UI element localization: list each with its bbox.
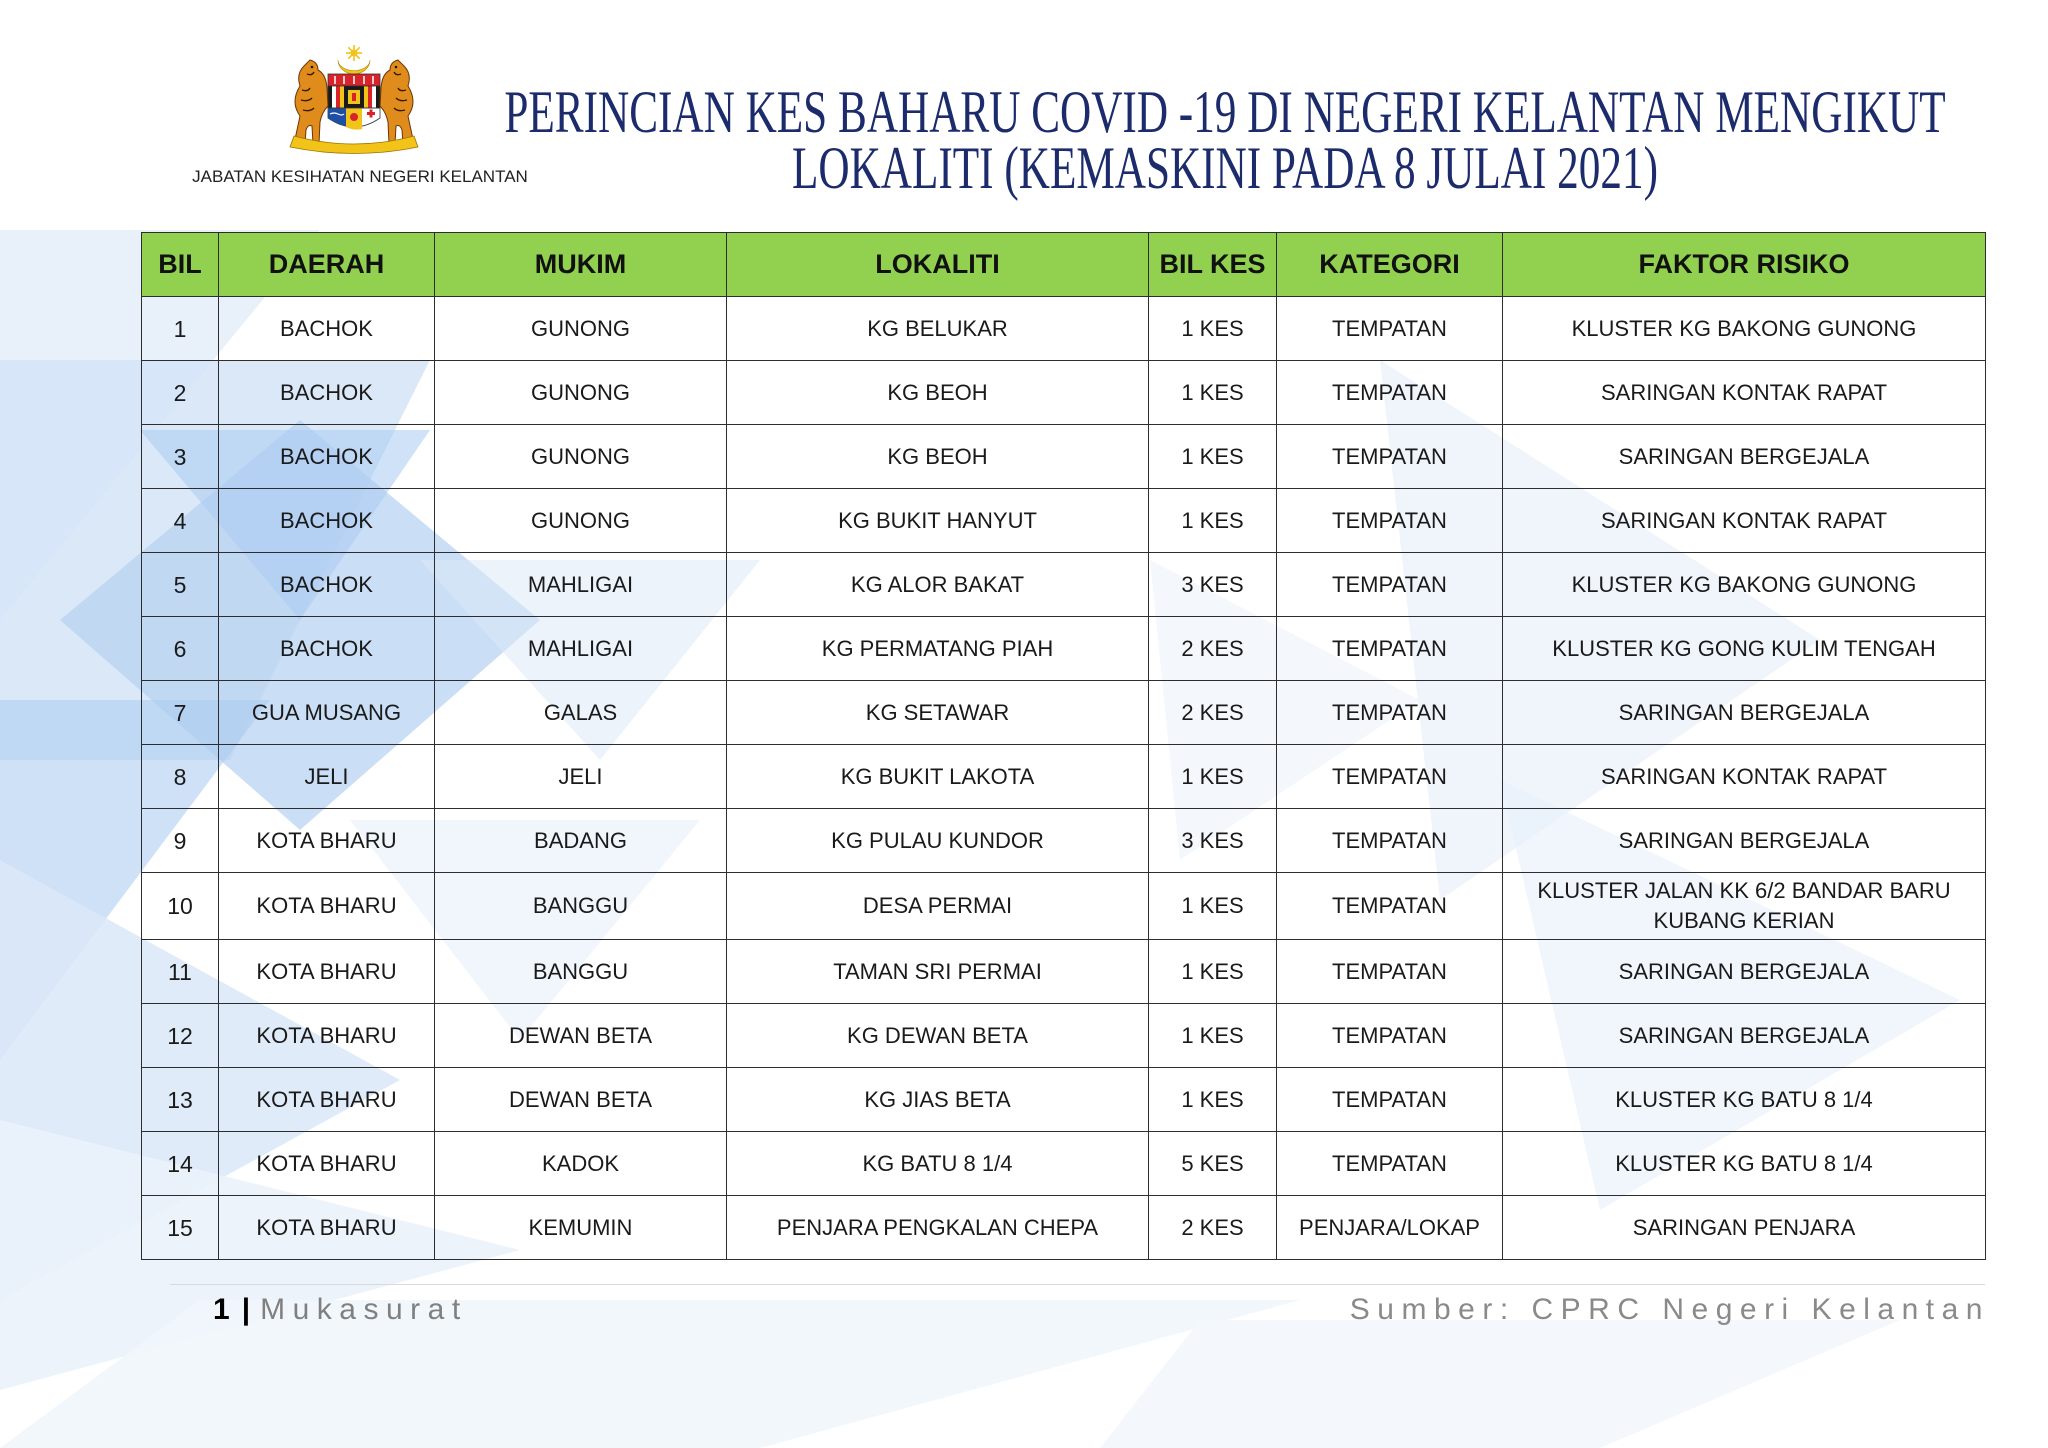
column-header-bil-kes: BIL KES (1149, 233, 1277, 297)
table-row (142, 809, 1986, 873)
cell-daerah: KOTA BHARU (219, 809, 435, 873)
cell-bil-kes: 3 KES (1149, 553, 1277, 617)
source-note: Sumber: CPRC Negeri Kelantan (1349, 1293, 1990, 1326)
cell-bil-kes: 1 KES (1149, 361, 1277, 425)
cell-faktor-risiko: SARINGAN BERGEJALA (1503, 809, 1986, 873)
cell-faktor-risiko: SARINGAN PENJARA (1503, 1196, 1986, 1260)
cell-faktor-risiko: SARINGAN BERGEJALA (1503, 1004, 1986, 1068)
cell-bil-kes: 5 KES (1149, 1132, 1277, 1196)
cell-bil-kes: 1 KES (1149, 745, 1277, 809)
cell-bil-kes: 2 KES (1149, 617, 1277, 681)
cell-faktor-risiko: KLUSTER KG BATU 8 1/4 (1503, 1132, 1986, 1196)
cell-bil: 14 (142, 1132, 219, 1196)
cell-bil: 1 (142, 297, 219, 361)
cell-faktor-risiko: KLUSTER KG BAKONG GUNONG (1503, 297, 1986, 361)
cell-faktor-risiko: SARINGAN KONTAK RAPAT (1503, 745, 1986, 809)
cell-kategori: TEMPATAN (1277, 297, 1503, 361)
cell-daerah: BACHOK (219, 361, 435, 425)
table-row (142, 873, 1986, 940)
cell-mukim: DEWAN BETA (435, 1068, 727, 1132)
page-title (445, 85, 2005, 203)
cell-kategori: TEMPATAN (1277, 1132, 1503, 1196)
cell-mukim: KEMUMIN (435, 1196, 727, 1260)
footer-page-indicator (213, 1290, 468, 1330)
table-row (142, 489, 1986, 553)
cell-mukim: BANGGU (435, 940, 727, 1004)
cell-daerah: KOTA BHARU (219, 940, 435, 1004)
cell-daerah: BACHOK (219, 553, 435, 617)
cell-daerah: BACHOK (219, 617, 435, 681)
column-header-lokaliti: LOKALITI (727, 233, 1149, 297)
cell-mukim: GUNONG (435, 489, 727, 553)
title-line-1: PERINCIAN KES BAHARU COVID -19 DI NEGERI KELANTAN MENGIKUT (504, 85, 1946, 145)
cell-daerah: BACHOK (219, 425, 435, 489)
cell-mukim: DEWAN BETA (435, 1004, 727, 1068)
cell-lokaliti: KG PULAU KUNDOR (727, 809, 1149, 873)
title-line-2: LOKALITI (KEMASKINI PADA 8 JULAI 2021) (792, 135, 1658, 201)
table-row (142, 1004, 1986, 1068)
cell-lokaliti: PENJARA PENGKALAN CHEPA (727, 1196, 1149, 1260)
cell-kategori: TEMPATAN (1277, 681, 1503, 745)
column-header-daerah: DAERAH (219, 233, 435, 297)
column-header-kategori: KATEGORI (1277, 233, 1503, 297)
cell-lokaliti: KG SETAWAR (727, 681, 1149, 745)
table-row (142, 297, 1986, 361)
cell-faktor-risiko: KLUSTER KG BAKONG GUNONG (1503, 553, 1986, 617)
table-row (142, 553, 1986, 617)
cell-faktor-risiko: KLUSTER JALAN KK 6/2 BANDAR BARU KUBANG KERIAN (1503, 873, 1986, 940)
footer-divider (170, 1284, 1985, 1285)
column-header-mukim: MUKIM (435, 233, 727, 297)
cell-mukim: KADOK (435, 1132, 727, 1196)
cell-bil: 3 (142, 425, 219, 489)
cell-lokaliti: DESA PERMAI (727, 873, 1149, 940)
cell-faktor-risiko: SARINGAN BERGEJALA (1503, 940, 1986, 1004)
cell-daerah: KOTA BHARU (219, 1004, 435, 1068)
cell-kategori: TEMPATAN (1277, 553, 1503, 617)
cell-bil-kes: 1 KES (1149, 297, 1277, 361)
cases-table (141, 232, 1986, 1260)
cell-lokaliti: KG ALOR BAKAT (727, 553, 1149, 617)
cell-faktor-risiko: SARINGAN BERGEJALA (1503, 681, 1986, 745)
cell-daerah: KOTA BHARU (219, 1132, 435, 1196)
cell-lokaliti: KG PERMATANG PIAH (727, 617, 1149, 681)
cell-faktor-risiko: SARINGAN KONTAK RAPAT (1503, 489, 1986, 553)
cell-bil-kes: 1 KES (1149, 940, 1277, 1004)
cell-bil: 8 (142, 745, 219, 809)
cell-bil-kes: 2 KES (1149, 1196, 1277, 1260)
table-row (142, 745, 1986, 809)
cell-kategori: TEMPATAN (1277, 809, 1503, 873)
cell-mukim: BADANG (435, 809, 727, 873)
cell-bil: 5 (142, 553, 219, 617)
cell-kategori: TEMPATAN (1277, 617, 1503, 681)
page-label: Mukasurat (260, 1293, 468, 1326)
cell-daerah: KOTA BHARU (219, 1196, 435, 1260)
cell-lokaliti: KG BUKIT LAKOTA (727, 745, 1149, 809)
cell-lokaliti: KG BEOH (727, 425, 1149, 489)
cell-bil-kes: 1 KES (1149, 489, 1277, 553)
cell-daerah: BACHOK (219, 489, 435, 553)
malaysia-coat-of-arms-icon (274, 44, 434, 159)
table-row (142, 681, 1986, 745)
cell-lokaliti: TAMAN SRI PERMAI (727, 940, 1149, 1004)
cell-bil: 7 (142, 681, 219, 745)
cell-kategori: TEMPATAN (1277, 425, 1503, 489)
cell-mukim: BANGGU (435, 873, 727, 940)
table-row (142, 1132, 1986, 1196)
cell-daerah: BACHOK (219, 297, 435, 361)
page-separator: | (241, 1293, 251, 1326)
cell-mukim: GUNONG (435, 361, 727, 425)
cell-kategori: TEMPATAN (1277, 745, 1503, 809)
cell-bil: 13 (142, 1068, 219, 1132)
cell-mukim: GUNONG (435, 425, 727, 489)
cell-bil: 6 (142, 617, 219, 681)
cell-faktor-risiko: SARINGAN KONTAK RAPAT (1503, 361, 1986, 425)
cell-bil: 10 (142, 873, 219, 940)
cell-lokaliti: KG BUKIT HANYUT (727, 489, 1149, 553)
cell-bil-kes: 1 KES (1149, 873, 1277, 940)
cell-lokaliti: KG BEOH (727, 361, 1149, 425)
cell-bil-kes: 1 KES (1149, 1068, 1277, 1132)
cell-kategori: TEMPATAN (1277, 1004, 1503, 1068)
cell-faktor-risiko: KLUSTER KG GONG KULIM TENGAH (1503, 617, 1986, 681)
cell-mukim: GUNONG (435, 297, 727, 361)
cell-kategori: TEMPATAN (1277, 361, 1503, 425)
table-row (142, 361, 1986, 425)
cell-bil: 4 (142, 489, 219, 553)
table-row (142, 1068, 1986, 1132)
column-header-bil: BIL (142, 233, 219, 297)
cell-bil-kes: 3 KES (1149, 809, 1277, 873)
cell-faktor-risiko: KLUSTER KG BATU 8 1/4 (1503, 1068, 1986, 1132)
cell-daerah: GUA MUSANG (219, 681, 435, 745)
cell-bil-kes: 1 KES (1149, 1004, 1277, 1068)
cell-mukim: MAHLIGAI (435, 553, 727, 617)
cell-kategori: TEMPATAN (1277, 489, 1503, 553)
cell-daerah: KOTA BHARU (219, 1068, 435, 1132)
cell-kategori: TEMPATAN (1277, 873, 1503, 940)
table-header-row (142, 233, 1986, 297)
cell-bil-kes: 2 KES (1149, 681, 1277, 745)
cell-kategori: TEMPATAN (1277, 1068, 1503, 1132)
table-row (142, 425, 1986, 489)
table-row (142, 617, 1986, 681)
column-header-faktor-risiko: FAKTOR RISIKO (1503, 233, 1986, 297)
cell-kategori: PENJARA/LOKAP (1277, 1196, 1503, 1260)
cell-bil: 9 (142, 809, 219, 873)
cell-bil: 11 (142, 940, 219, 1004)
cell-bil: 15 (142, 1196, 219, 1260)
table-row (142, 940, 1986, 1004)
cell-mukim: MAHLIGAI (435, 617, 727, 681)
cell-bil: 12 (142, 1004, 219, 1068)
cell-daerah: KOTA BHARU (219, 873, 435, 940)
cell-lokaliti: KG BATU 8 1/4 (727, 1132, 1149, 1196)
cell-bil: 2 (142, 361, 219, 425)
cell-kategori: TEMPATAN (1277, 940, 1503, 1004)
table-row (142, 1196, 1986, 1260)
cell-lokaliti: KG DEWAN BETA (727, 1004, 1149, 1068)
cell-mukim: JELI (435, 745, 727, 809)
page-number: 1 (213, 1293, 230, 1326)
cell-lokaliti: KG JIAS BETA (727, 1068, 1149, 1132)
cell-bil-kes: 1 KES (1149, 425, 1277, 489)
cell-daerah: JELI (219, 745, 435, 809)
cell-faktor-risiko: SARINGAN BERGEJALA (1503, 425, 1986, 489)
cell-mukim: GALAS (435, 681, 727, 745)
cell-lokaliti: KG BELUKAR (727, 297, 1149, 361)
department-name: JABATAN KESIHATAN NEGERI KELANTAN (192, 167, 528, 186)
